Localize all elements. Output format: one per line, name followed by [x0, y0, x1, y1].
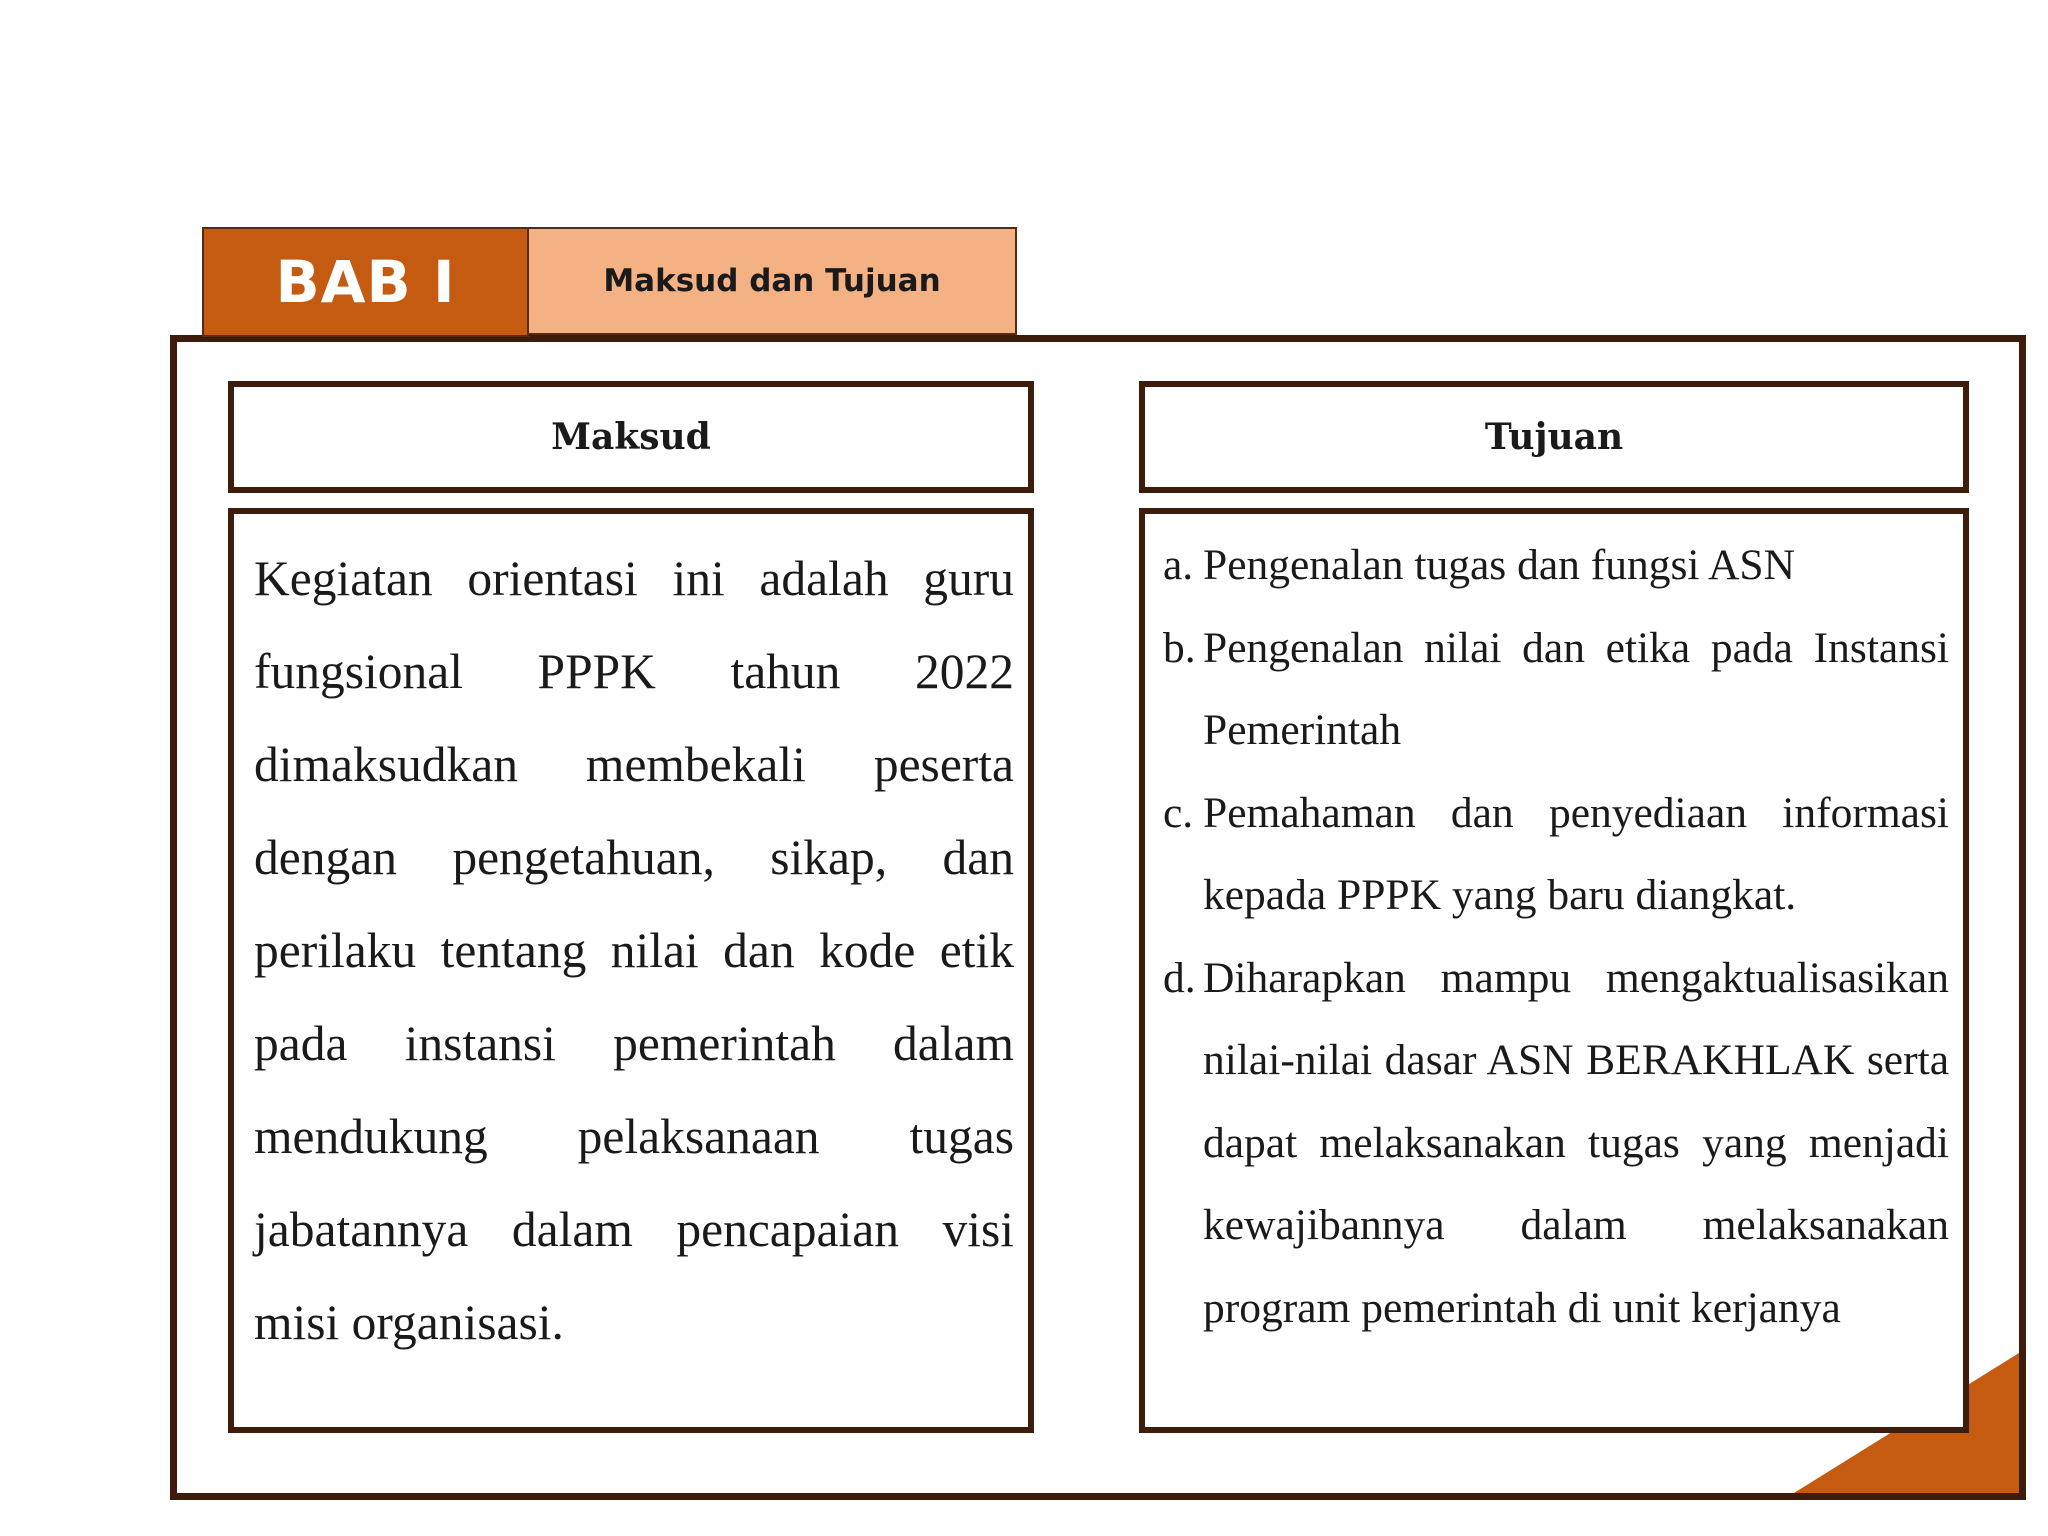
tujuan-heading: Tujuan [1139, 381, 1969, 493]
list-marker: b. [1163, 623, 1196, 672]
list-item-text: Pengenalan tugas dan fungsi ASN [1203, 541, 1796, 589]
tujuan-list [1163, 524, 1949, 1349]
tujuan-box [1139, 508, 1969, 1433]
list-marker: c. [1163, 788, 1194, 837]
chapter-label: BAB I [202, 227, 529, 337]
list-item-text: Pemahaman dan penyediaan informasi kepada PPPK yang baru diangkat. [1203, 788, 1949, 919]
list-marker: a. [1163, 541, 1194, 589]
list-item [1163, 524, 1949, 607]
list-marker: d. [1163, 953, 1196, 1002]
list-item [1163, 937, 1949, 1350]
list-item [1163, 607, 1949, 772]
list-item-text: Diharapkan mampu mengaktualisasikan nilai-nilai dasar ASN BERAKHLAK serta dapat melaksanakan tugas yang menjadi kewajibannya dalam melaksanakan program pemerintah di unit kerjanya [1203, 953, 1949, 1332]
maksud-box [228, 508, 1034, 1433]
list-item-text: Pengenalan nilai dan etika pada Instansi Pemerintah [1203, 623, 1949, 754]
chapter-title: Maksud dan Tujuan [527, 227, 1017, 335]
maksud-text: Kegiatan orientasi ini adalah guru fungsional PPPK tahun 2022 dimaksudkan membekali peserta dengan pengetahuan, sikap, dan perilaku tentang nilai dan kode etik pada instansi pemerintah dalam mendukung pelaksanaan tugas jabatannya dalam pencapaian visi misi organisasi. [254, 551, 1014, 1350]
list-item [1163, 772, 1949, 937]
maksud-heading: Maksud [228, 381, 1034, 493]
